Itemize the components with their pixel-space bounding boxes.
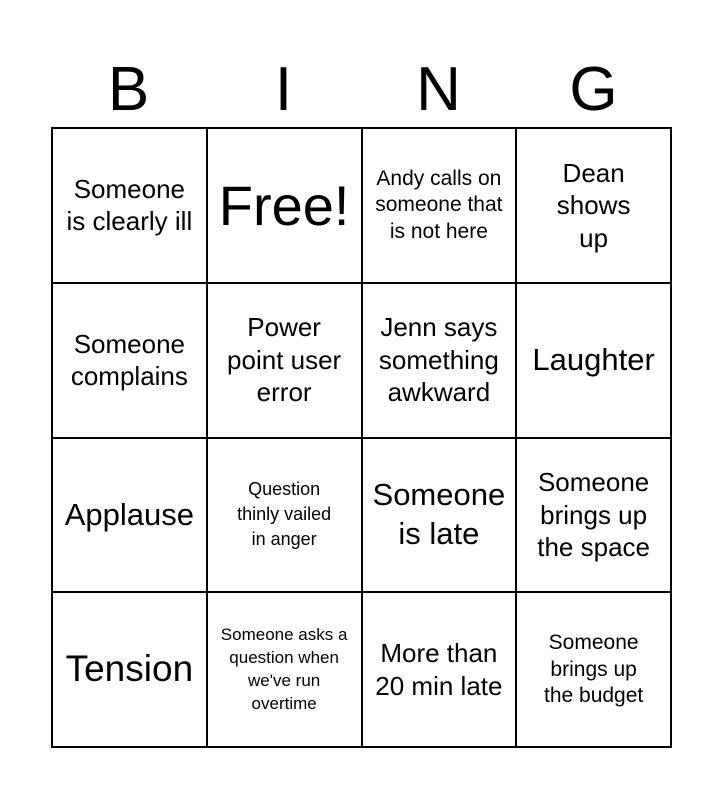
bingo-cell[interactable] [517,439,672,594]
bingo-cell[interactable] [53,284,208,439]
bingo-cell[interactable] [53,129,208,284]
cell-text: Someone asks a question when we've run overtime [220,624,348,713]
bingo-cell[interactable] [53,593,208,748]
bingo-cell[interactable] [363,439,518,594]
cell-text: Someone brings up the budget [543,631,644,707]
bingo-cell[interactable] [208,593,363,748]
cell-text: Applause [64,496,195,532]
bingo-title [51,52,671,128]
bingo-cell[interactable] [363,129,518,284]
cell-text: Free! [218,173,350,237]
bingo-cell[interactable] [208,439,363,594]
cell-text: Laughter [532,341,655,377]
bingo-cell[interactable] [363,593,518,748]
cell-text: Tension [65,648,194,690]
cell-text: Someone is clearly ill [66,173,193,237]
cell-text: Question thinly vailed in anger [237,479,332,550]
title-letter-n: N [416,55,461,124]
cell-text: Jenn says something awkward [378,312,499,408]
bingo-cell[interactable] [363,284,518,439]
bingo-cell[interactable] [517,284,672,439]
bingo-cell[interactable] [53,439,208,594]
bingo-cell[interactable] [517,593,672,748]
bingo-cell[interactable] [208,284,363,439]
cell-text: Andy calls on someone that is not here [375,167,503,243]
cell-text: Someone complains [70,328,188,392]
bingo-board [51,127,672,748]
cell-text: More than 20 min late [375,638,503,701]
free-space-cell[interactable] [208,129,363,284]
cell-text: Someone is late [372,477,506,551]
cell-text: Dean shows up [556,157,631,253]
bingo-cell[interactable] [517,129,672,284]
title-letter-b: B [107,55,150,124]
title-letter-g: G [569,55,618,124]
title-letter-i: I [274,55,293,124]
cell-text: Power point user error [227,312,342,408]
cell-text: Someone brings up the space [537,467,650,563]
